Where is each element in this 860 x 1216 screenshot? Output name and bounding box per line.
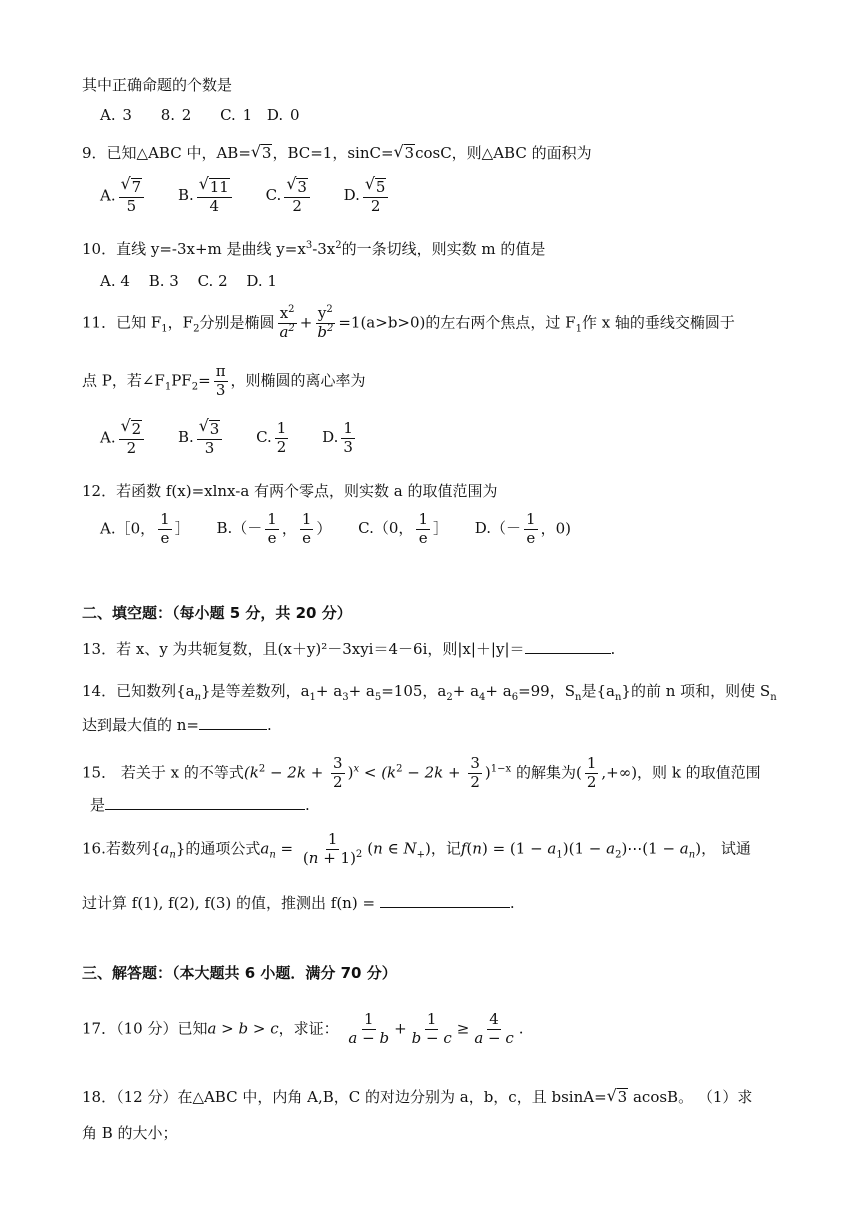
q14: 14．已知数列$\{a_n\}$是等差数列，$a_1+ a_3+ a_5=105$，$a_2+ a_4+ a_6=99$，$S_n$是$\{a_n\}$的前 n 项和，则使 $S_n$ [82,682,777,703]
q9-options: A. √ $\frac{7}{5}$ B. √ $\frac{11}{4}$ C. √ $\frac{3}{2}$ D. √ $\frac{5}{2}$ [100,178,391,215]
q13: 13．若 x、y 为共轭复数，且(x＋y)²－3xyi＝4－6i，则|x|＋|y|＝ . [82,640,616,658]
sqrt: √ 3 [251,144,273,162]
fraction: $\frac{\pi}{3}$ [215,362,226,399]
option-c: C. 1 [220,106,253,124]
q9-stem: 9．已知△ABC 中，AB=√ 3，BC=1，sinC=√ 3cosC，则△ABC 的面积为 [82,142,592,163]
q10-stem: 10．直线 y=-3x+m 是曲线 $y=x^3-3x^2$的一条切线，则实数 m 的值是 [82,240,546,258]
q18-line2: 角 B 的大小； [82,1124,178,1142]
fraction: √ $\frac{5}{2}$ [363,178,389,215]
q11-stem: 11．已知 $F_1$，$F_2$分别是椭圆 $\frac{x^2}{a^2}$ + $\frac{y^2}{b^2}$ =1(a>b>0)的左右两个焦点，过 $F_1$作 x 轴的垂线交椭圆于 [82,304,735,341]
sqrt: √ 3 [394,144,416,162]
q16: 16.若数列$\{a_n\}$的通项公式$a_n$ = $\frac{1}{(n + 1)^2}$ (n ∈ $N_+$)，记$f(n) = (1 - a_1)(1$ − $a_2)\cdots(1 - a_n)$， 试通 [82,830,751,867]
fraction: √ $\frac{3}{2}$ [284,178,310,215]
q16-line2: 过计算 f(1), f(2), f(3) 的值，推测出 f(n) = . [82,894,515,912]
option-a: A. 3 [100,106,132,124]
q12-stem: 12．若函数 f(x)=xlnx-a 有两个零点，则实数 a 的取值范围为 [82,482,498,500]
section-heading: 二、填空题：（每小题 5 分，共 20 分） [82,604,352,622]
option-d: D. 0 [266,106,300,124]
fraction: √ $\frac{7}{5}$ [119,178,145,215]
q10-options: A. 4 B. 3 C. 2 D. 1 [100,272,277,290]
q17: 17．（10 分）已知a > b > c，求证： $\frac{1}{a - b}$ + $\frac{1}{b - c}$ ≥ $\frac{4}{a - c}$ . [82,1010,524,1047]
q15-line2: 是 . [90,796,310,814]
q14-line2: 达到最大值的 n= . [82,716,272,734]
question-text: 其中正确命题的个数是 [82,76,233,94]
fraction: $\frac{y^2}{b^2}$ [317,304,334,341]
section-heading: 三、解答题：（本大题共 6 小题．满分 70 分） [82,964,397,982]
q12-options: A.［0， $\frac{1}{e}$ ］ B.（－ $\frac{1}{e}$ ， $\frac{1}{e}$ ） C.（0， $\frac{1}{e}$ ］ D.（－ $\frac{1}{e}$ ，0) [100,510,571,547]
q11-options: A. √ $\frac{2}{2}$ B. √ $\frac{3}{3}$ C. $\frac{1}{2}$ D. $\frac{1}{3}$ [100,420,358,457]
fraction: $\frac{x^2}{a^2}$ [279,304,295,341]
q8-options [100,106,300,124]
q18: 18．（12 分）在△ABC 中，内角 A,B，C 的对边分别为 a，b，c，且 bsinA=√ 3 acosB。 （1）求 [82,1086,752,1107]
q15: 15． 若关于 x 的不等式($k^2 - 2k$ + $\frac{3}{2}$ )$^x < (k^2 - 2k$ + $\frac{3}{2}$ )$^{1-x}$ 的解集为( $\frac{1}{2}$ ,+∞)，则 k 的取值范围 [82,754,761,791]
option-b: 8. 2 [160,106,192,124]
fraction: √ $\frac{11}{4}$ [197,178,232,215]
q11-line2: 点 P，若$\angle F_1PF_2=$ $\frac{\pi}{3}$ ，则椭圆的离心率为 [82,362,366,399]
